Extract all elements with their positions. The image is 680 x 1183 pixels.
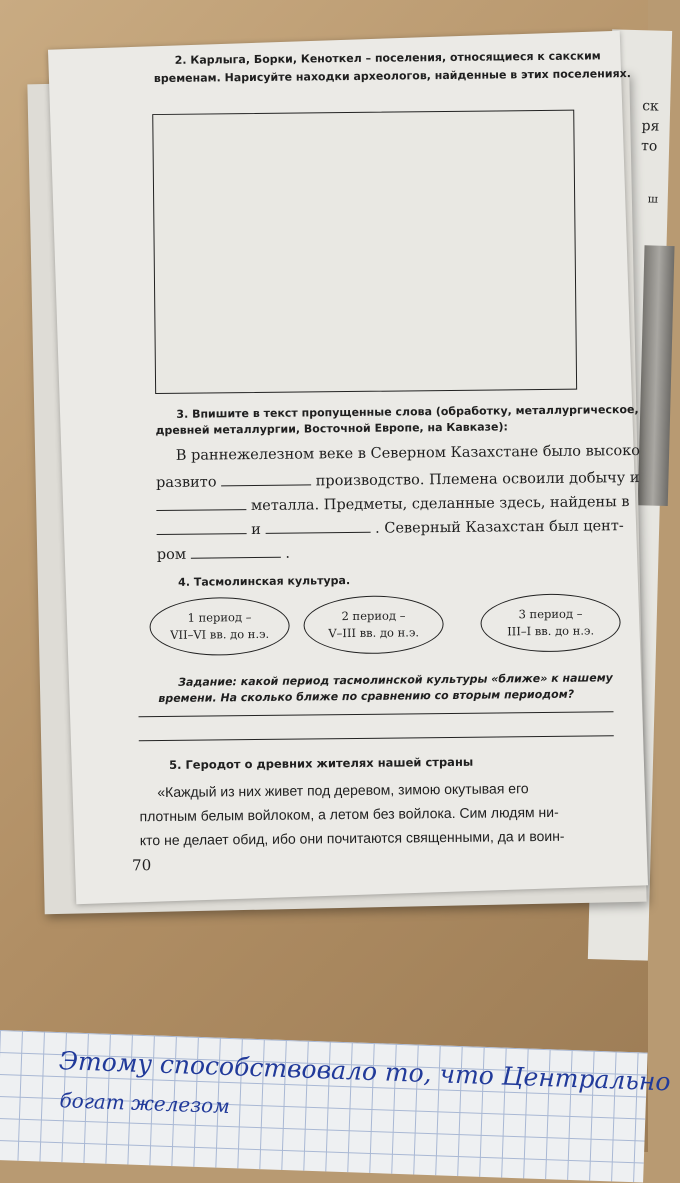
period-oval-1 xyxy=(149,597,290,656)
right-page-photo xyxy=(638,245,675,506)
task5-heading: 5. Геродот о древних жителях нашей страны xyxy=(168,754,474,772)
text-fragment: металла. Предметы, сделанные здесь, найдены в xyxy=(250,494,630,515)
fill-in-blank[interactable] xyxy=(156,519,246,535)
task3-heading-line1: 3. Впишите в текст пропущенные слова (обработку, металлургическое, xyxy=(176,402,639,421)
quote-line1: «Каждый из них живет под деревом, зимою окутывая его xyxy=(157,780,529,801)
right-page-line: ря xyxy=(641,118,660,135)
task4-heading: 4. Тасмолинская культура. xyxy=(178,574,351,589)
period-name: 2 период – xyxy=(341,608,406,624)
period-name: 3 период – xyxy=(518,606,583,622)
answer-line[interactable] xyxy=(139,711,614,717)
task3-heading-line2: древней металлургии, Восточной Европе, на Кавказе): xyxy=(155,420,508,438)
task3-paragraph-line1: В раннежелезном веке в Северном Казахстане было высоко xyxy=(175,442,641,464)
notebook-sheet xyxy=(0,1030,671,1183)
text-fragment: ром xyxy=(156,546,187,564)
task3-paragraph-line2 xyxy=(156,467,640,491)
fill-in-blank[interactable] xyxy=(156,495,246,511)
period-dates: VII–VI вв. до н.э. xyxy=(170,626,270,642)
period-dates: III–I вв. до н.э. xyxy=(507,623,595,639)
right-page-fragment: ш xyxy=(647,192,659,206)
handwriting-line2: богат железом xyxy=(59,1088,231,1119)
quote-line3: кто не делает обид, ибо они почитаются священными, да и воин- xyxy=(139,827,565,849)
period-dates: V–III вв. до н.э. xyxy=(328,625,420,641)
task3-paragraph-line3 xyxy=(156,491,629,515)
fill-in-blank[interactable] xyxy=(191,543,281,559)
task2-line2: временам. Нарисуйте находки археологов, найденные в этих поселениях. xyxy=(153,67,631,86)
right-page-line: то xyxy=(640,138,658,155)
page-number: 70 xyxy=(132,856,152,875)
handwriting-line1: Этому способствовало то, что Центрально xyxy=(58,1046,671,1097)
task3-paragraph-line4 xyxy=(156,515,623,539)
page-content xyxy=(60,45,645,901)
fill-in-blank[interactable] xyxy=(221,470,311,486)
period-name: 1 период – xyxy=(187,610,252,625)
task3-paragraph-line5 xyxy=(157,543,290,563)
assignment-line1: Задание: какой период тасмолинской культуры «ближе» к нашему xyxy=(178,671,613,689)
answer-line[interactable] xyxy=(139,735,614,741)
drawing-box[interactable] xyxy=(152,110,577,394)
task2-line1: 2. Карлыга, Борки, Кеноткел – поселения, относящиеся к сакским xyxy=(174,49,601,67)
text-fragment: . xyxy=(285,545,291,562)
text-fragment: и xyxy=(251,521,261,539)
text-fragment: производство. Племена освоили добычу и xyxy=(315,469,640,490)
period-oval-3 xyxy=(480,593,621,652)
text-fragment: развито xyxy=(156,474,217,492)
quote-line2: плотным белым войлоком, а летом без войлока. Сим людям ни- xyxy=(139,803,559,825)
period-oval-2 xyxy=(303,595,444,654)
fill-in-blank[interactable] xyxy=(265,518,370,534)
assignment-line2: времени. На сколько ближе по сравнению со вторым периодом? xyxy=(158,687,575,706)
right-page-line: ск xyxy=(641,98,659,115)
text-fragment: . Северный Казахстан был цент- xyxy=(375,518,624,537)
